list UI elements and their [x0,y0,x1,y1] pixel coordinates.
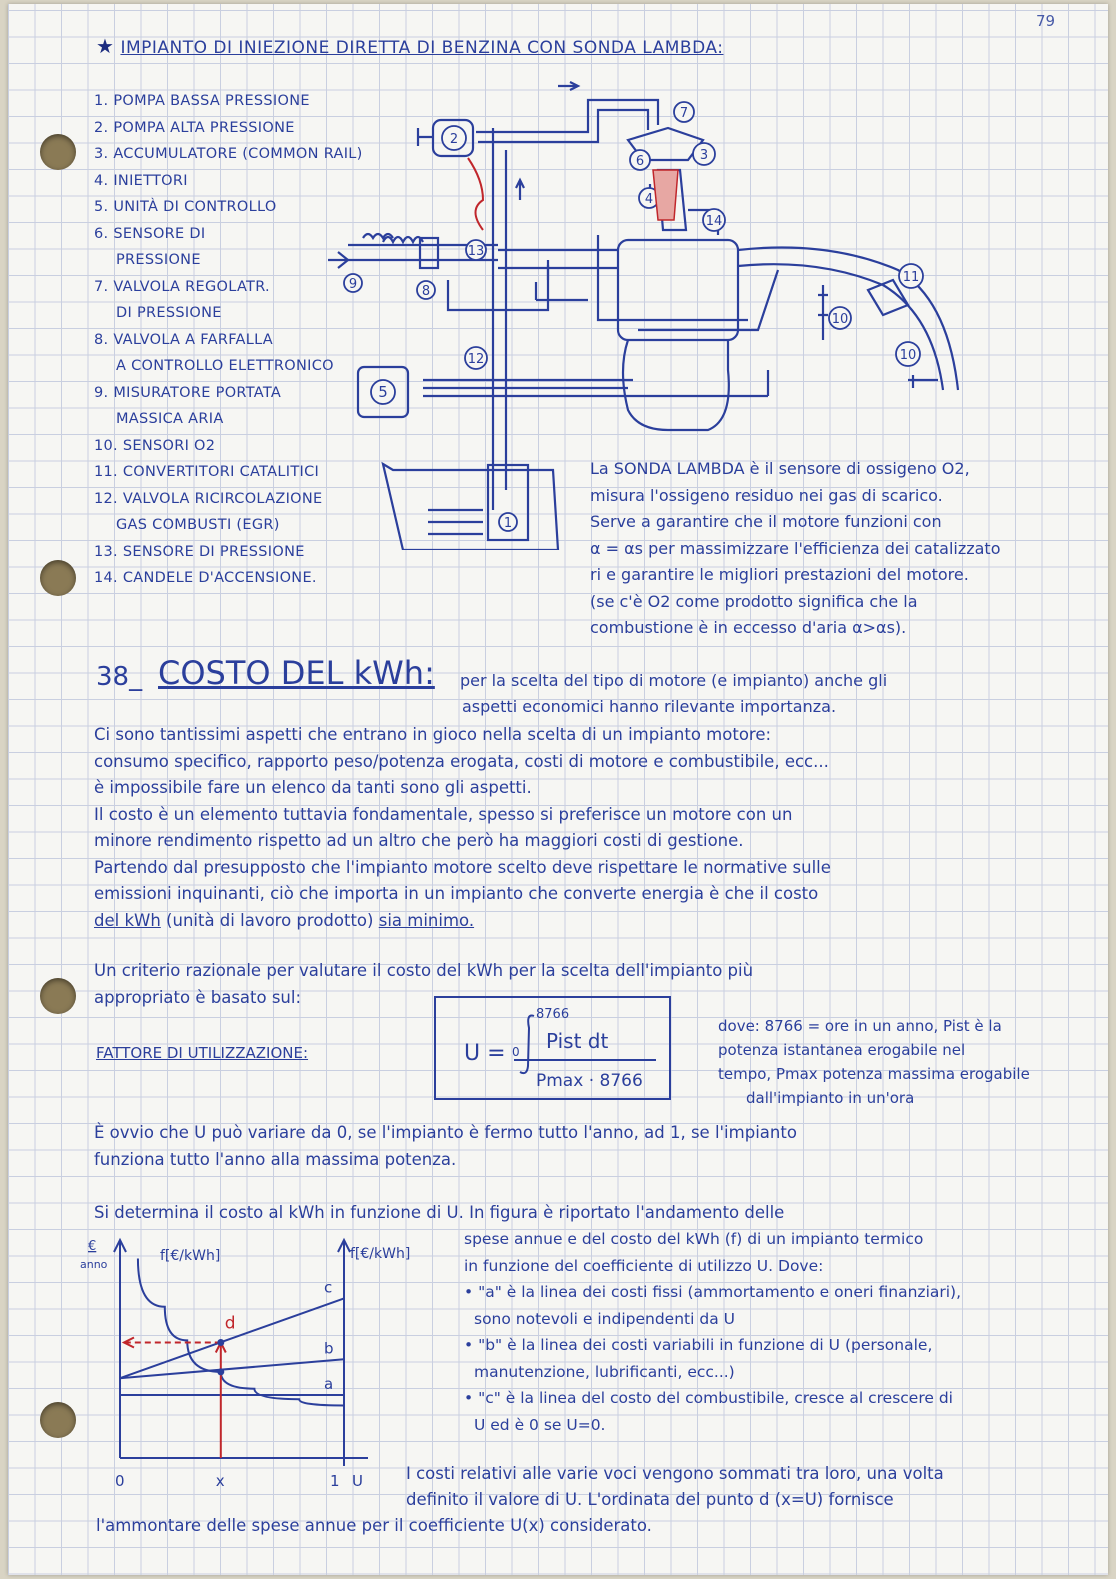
callout-label: 1 [503,516,513,531]
fuel-line [478,110,648,142]
text-line: tempo, Pmax potenza massima erogabile [718,1065,1030,1083]
flow-arrow [516,180,524,200]
callout-label: 3 [699,148,709,163]
text-line: spese annue e del costo del kWh (f) di un impianto termico [464,1230,924,1248]
legend-item: 14. CANDELE D'ACCENSIONE. [94,570,317,586]
control-wire [536,235,748,320]
callout-label: 2 [449,132,459,147]
section-title: COSTO DEL kWh: [158,654,435,692]
intake-manifold [498,250,618,268]
series-label-a: a [324,1375,334,1393]
y-mid-label: f[€/kWh] [160,1248,221,1264]
text-line: Ci sono tantissimi aspetti che entrano in gioco nella scelta di un impianto motore: [94,725,772,744]
final-line: l'ammontare delle spese annue per il coefficiente U(x) considerato. [96,1516,652,1535]
integral-sign [520,1016,534,1074]
legend-item: 10. SENSORI O2 [94,437,216,454]
text-line: è impossibile fare un elenco da tanti sono gli aspetti. [94,778,532,797]
text-line: minore rendimento rispetto ad un altro che però ha maggiori costi di gestione. [94,831,744,850]
o2-sensor [818,285,828,340]
legend-item: DI PRESSIONE [116,305,222,321]
text-line: • "a" è la linea dei costi fissi (ammortamento e oneri finanziari), [464,1283,962,1301]
legend-item: PRESSIONE [116,252,201,268]
text-line: dall'impianto in un'ora [746,1089,915,1107]
callout-label: 10 [899,348,917,363]
text-line: in funzione del coefficiente di utilizzo U. Dove: [464,1256,824,1275]
injector-red-mark [468,158,483,230]
legend-item: GAS COMBUSTI (EGR) [116,517,280,533]
pump-connector [418,128,433,146]
text-line: aspetti economici hanno rilevante importanza. [462,697,837,716]
o2-sensor [908,375,938,388]
text-line: potenza istantanea erogabile nel [718,1041,966,1059]
text-line: Il costo è un elemento tuttavia fondamentale, spesso si preferisce un motore con un [94,804,793,824]
section-intro [460,668,887,720]
series-label-c: c [324,1278,333,1297]
text-line: manutenzione, lubrificanti, ecc...) [474,1362,735,1381]
legend-item: 9. MISURATORE PORTATA [94,384,282,401]
y-right-label: f[€/kWh] [350,1246,411,1262]
point-f [217,1368,224,1375]
injector-red-fill [653,170,678,220]
callout-label: 11 [902,270,920,285]
callout-label: 5 [378,383,388,401]
x-tick-label: 0 [115,1472,125,1490]
binder-hole [40,134,76,170]
text-line: consumo specifico, rapporto peso/potenza erogata, costi di motore e combustibile, ecc... [94,751,829,771]
callout-label: 10 [831,312,849,327]
legend-item: A CONTROLLO ELETTRONICO [116,358,334,374]
engine-head [618,240,738,340]
text-line: (se c'è O2 come prodotto significa che la [590,591,918,611]
callout-label: 14 [705,214,723,229]
legend-item: 2. POMPA ALTA PRESSIONE [94,119,295,136]
legend-item: 12. VALVOLA RICIRCOLAZIONE [94,490,323,507]
catalytic-converter [868,280,908,315]
fuel-level [428,510,483,534]
text-line: • "c" è la linea del costo del combustibile, cresce al crescere di [464,1389,953,1407]
point-d [217,1339,224,1346]
formula-lower-limit: 0 [512,1045,520,1059]
notebook-page [8,4,1108,1575]
callout-label: 4 [644,192,654,207]
cost-chart [78,1230,458,1500]
fuel-tank [383,464,558,550]
callout-label: 8 [421,284,431,299]
legend-item: 13. SENSORE DI PRESSIONE [94,543,305,560]
text-line: Partendo dal presupposto che l'impianto motore scelto deve rispettare le normative sulle [94,857,831,877]
y-left-label-top: € [88,1239,97,1254]
air-inlet [328,252,348,268]
plain-text: (unità di lavoro prodotto) [166,910,374,930]
page-title [96,34,723,58]
point-d-label: d [224,1313,236,1334]
x-axis-label: U [352,1472,363,1490]
final-line: definito il valore di U. L'ordinata del punto d (x=U) fornisce [406,1490,894,1509]
formula-lhs: U = [464,1041,506,1066]
u-range-text [94,1120,797,1173]
text-line: Serve a garantire che il motore funzioni con [590,512,942,531]
figure-intro: Si determina il costo al kWh in funzione di U. In figura è riportato l'andamento delle [94,1203,785,1222]
text-line: sono notevoli e indipendenti da U [474,1309,735,1328]
legend-item: MASSICA ARIA [116,411,224,427]
series-line-b [120,1359,344,1378]
text-line: La SONDA LAMBDA è il sensore di ossigeno O2, [590,459,970,478]
legend-item: 8. VALVOLA A FARFALLA [94,331,274,348]
underlined-text: sia minimo. [378,910,475,930]
title-text: IMPIANTO DI INIEZIONE DIRETTA DI BENZINA CON SONDA LAMBDA: [120,38,724,58]
final-line: I costi relativi alle varie voci vengono sommati tra loro, una volta [406,1464,944,1483]
utilization-factor-label: FATTORE DI UTILIZZAZIONE: [96,1044,309,1062]
legend-item: 5. UNITÀ DI CONTROLLO [94,199,277,215]
formula-integrand: Pist dt [546,1029,609,1053]
text-line: funziona tutto l'anno alla massima potenza. [94,1149,457,1169]
text-line: • "b" è la linea dei costi variabili in funzione di U (personale, [464,1336,933,1354]
chart-notes [464,1226,961,1438]
formula-denominator: Pmax · 8766 [536,1071,643,1091]
legend-item: 3. ACCUMULATORE (COMMON RAIL) [94,146,363,162]
series-line-f [138,1259,344,1406]
throttle-coil [383,237,423,242]
underlined-text: del kWh [94,910,161,930]
text-line: emissioni inquinanti, ciò che importa in un impianto che converte energia è che il costo [94,884,819,903]
page-number: 79 [1036,12,1056,30]
y-left-label-bottom: anno [80,1258,108,1271]
legend-item: 6. SENSORE DI [94,225,206,242]
text-line: Un criterio razionale per valutare il costo del kWh per la scelta dell'impianto più [94,961,754,980]
legend-item: 7. VALVOLA REGOLATR. [94,278,270,295]
x-tick-label: 1 [330,1472,340,1490]
callout-label: 7 [679,106,689,121]
legend-item: 11. CONVERTITORI CATALITICI [94,464,320,480]
lambda-paragraph [590,456,1105,642]
text-line: misura l'ossigeno residuo nei gas di scarico. [590,485,943,505]
callout-label: 12 [467,352,485,367]
text-line [94,908,831,935]
text-line: appropriato è basato sul: [94,987,302,1007]
text-line: per la scelta del tipo di motore (e impianto) anche gli [460,671,888,690]
binder-hole [40,1402,76,1438]
section-number: 38_ [96,662,143,692]
engine-block [623,340,729,430]
series-label-b: b [324,1339,334,1358]
formula-legend [718,1014,1030,1110]
legend-item: 1. POMPA BASSA PRESSIONE [94,93,310,109]
legend-item: 4. INIETTORI [94,172,188,189]
text-line: È ovvio che U può variare da 0, se l'impianto è fermo tutto l'anno, ad 1, se l'impianto [94,1123,797,1142]
body-paragraph [94,722,831,934]
text-line: U ed è 0 se U=0. [474,1415,606,1434]
callout-label: 9 [348,277,358,292]
binder-hole [40,560,76,596]
series-line-c [120,1298,344,1378]
utilization-formula [436,998,669,1098]
star-icon: ★ [96,34,115,58]
callout-label: 6 [635,154,645,169]
text-line: combustione è in eccesso d'aria α>αs). [590,618,907,637]
text-line: ri e garantire le migliori prestazioni del motore. [590,565,969,584]
throttle-housing [420,238,438,268]
binder-hole [40,978,76,1014]
control-wire [423,370,768,396]
callout-label: 13 [467,244,485,259]
text-line: α = αs per massimizzare l'efficienza dei catalizzato [590,538,1001,558]
x-tick-label: x [215,1472,225,1490]
formula-upper-limit: 8766 [536,1007,570,1022]
text-line: dove: 8766 = ore in un anno, Pist è la [718,1017,1002,1035]
formula-box [434,996,671,1100]
fuel-line [476,100,658,132]
